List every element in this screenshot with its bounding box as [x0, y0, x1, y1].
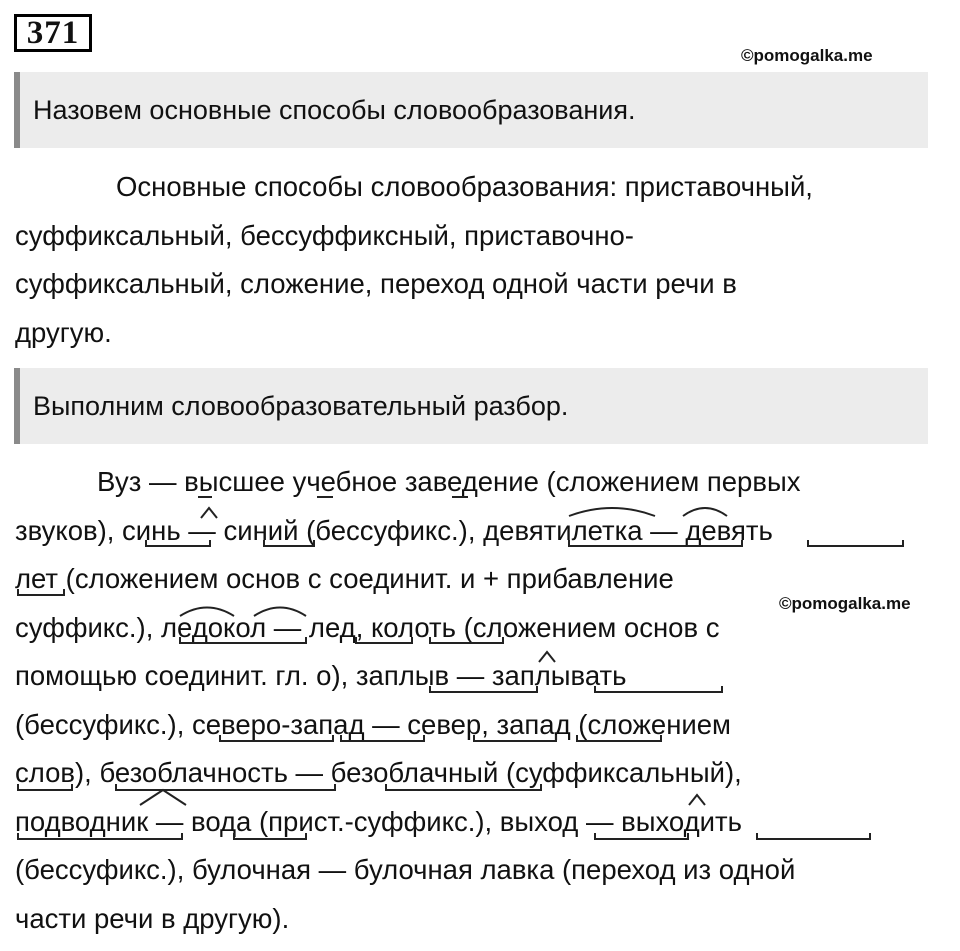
paragraph-methods: Основные способы словообразования: приставочный, суффиксальный, бессуффиксный, приставочно- суффиксальный, сложение, переход одной части речи в другую. [15, 171, 813, 348]
watermark: ©pomogalka.me [779, 594, 911, 613]
section-heading-2 [14, 368, 928, 444]
heading-text: Выполним словообразовательный разбор. [33, 391, 569, 421]
watermark: ©pomogalka.me [741, 46, 873, 65]
section-heading-1 [14, 72, 928, 148]
paragraph-analysis: Вуз — высшее учебное заведение (сложением первых звуков), синь — синий (бессуфикс.), девятилетка — девять лет (сложением основ с соединит. и + прибавление суффикс.), ледокол — лед, колоть (сложением основ с помощью соединит. гл. о), заплыв — заплывать (бессуфикс.), северо-запад — север, запад (сложением слов), безоблачность — безоблачный (суффиксальный), подводник — вода (прист.-суффикс.), выход — выходить (бессуфикс.), булочная — булочная лавка (переход из одной части речи в другую). [15, 466, 801, 934]
task-number: 371 [14, 14, 92, 52]
heading-accent-bar [14, 72, 20, 148]
heading-text: Назовем основные способы словообразования. [33, 95, 636, 125]
heading-accent-bar [14, 368, 20, 444]
